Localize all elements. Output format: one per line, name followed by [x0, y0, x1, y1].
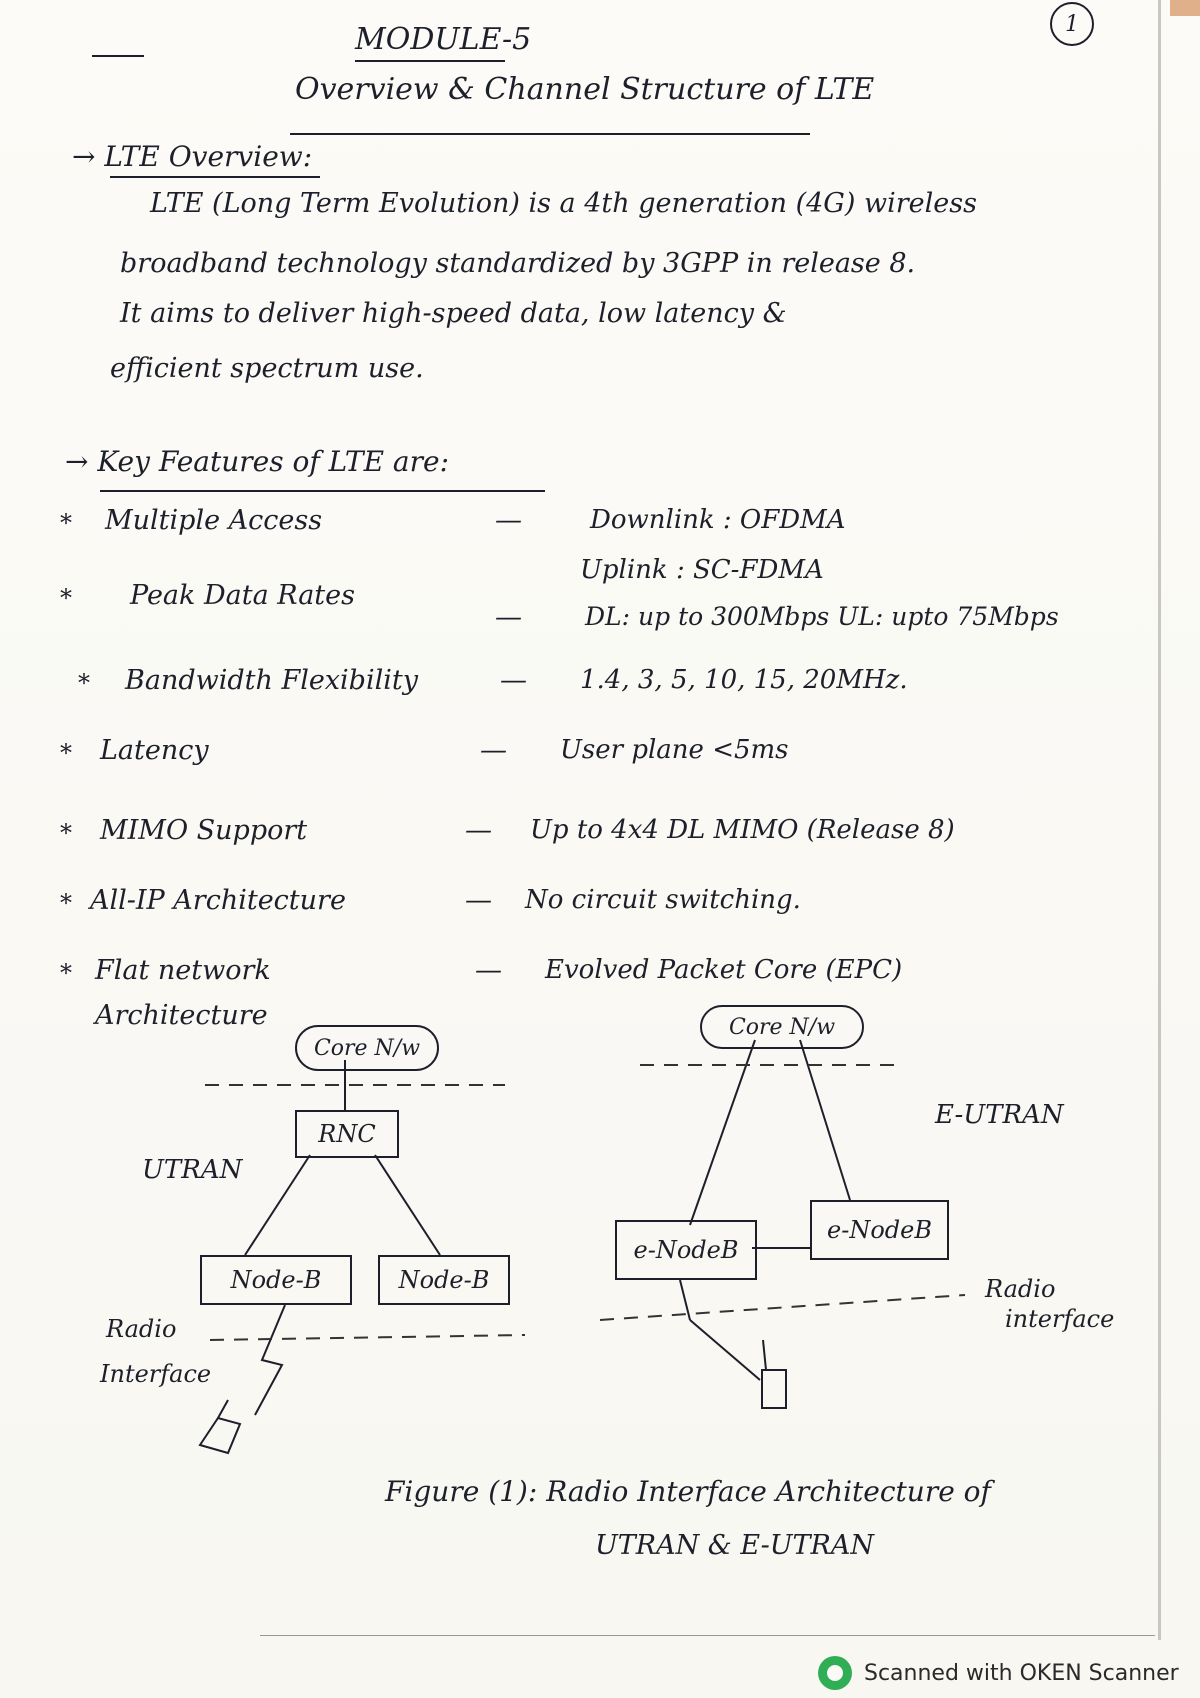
eutran-radio-boundary	[600, 1295, 965, 1320]
feature-value: Up to 4x4 DL MIMO (Release 8)	[530, 815, 955, 845]
feature-name: Bandwidth Flexibility	[125, 665, 418, 696]
eutran-handset-icon	[762, 1370, 786, 1408]
utran-handset-icon	[200, 1418, 240, 1453]
features-heading: → Key Features of LTE are:	[65, 445, 450, 478]
eutran-core-network	[700, 1005, 864, 1049]
eutran-label: E-UTRAN	[935, 1100, 1064, 1130]
utran-core-label: Core N/w	[313, 1035, 421, 1061]
eutran-core-label: Core N/w	[728, 1014, 836, 1040]
feature-name: Peak Data Rates	[130, 580, 355, 611]
utran-radio-boundary	[210, 1335, 525, 1340]
rnc-node2-link	[375, 1155, 440, 1255]
feature-dash: —	[475, 955, 502, 986]
bullet-star: *	[60, 889, 72, 917]
figure-caption-line-1: Figure (1): Radio Interface Architecture of	[385, 1475, 991, 1508]
enode-b-label-2: e-NodeB	[827, 1216, 932, 1244]
scanner-text: Scanned with OKEN Scanner	[864, 1660, 1179, 1686]
bullet-star: *	[60, 819, 72, 847]
bullet-star: *	[60, 739, 72, 767]
feature-value: Downlink : OFDMA	[590, 505, 846, 535]
bottom-rule	[260, 1635, 1155, 1636]
utran-radio-label-1: Radio	[106, 1315, 177, 1343]
overview-line-4: efficient spectrum use.	[110, 353, 424, 384]
feature-dash: —	[495, 602, 522, 633]
scanner-watermark	[818, 1656, 1179, 1690]
overview-line-2: broadband technology standardized by 3GPP in release 8.	[120, 248, 916, 279]
figure-caption-line-2: UTRAN & E-UTRAN	[595, 1530, 874, 1561]
rnc-box	[295, 1110, 399, 1158]
feature-name: Latency	[100, 735, 209, 766]
overview-line-3: It aims to deliver high-speed data, low latency &	[120, 298, 787, 329]
enode-b-box-1	[615, 1220, 757, 1280]
node-b-label-1: Node-B	[230, 1266, 322, 1294]
node-b-box-2	[378, 1255, 510, 1305]
feature-dash: —	[495, 505, 522, 536]
lightning-bolt	[255, 1305, 285, 1415]
scanner-logo-icon	[818, 1656, 852, 1690]
feature-name: Architecture	[95, 1000, 268, 1031]
core-enode1-link	[690, 1040, 755, 1225]
overview-line-1: LTE (Long Term Evolution) is a 4th generation (4G) wireless	[150, 188, 977, 219]
enode-ue-link	[690, 1320, 760, 1380]
node-b-box-1	[200, 1255, 352, 1305]
utran-radio-label-2: Interface	[100, 1360, 212, 1388]
feature-value: 1.4, 3, 5, 10, 15, 20MHz.	[580, 665, 908, 695]
bullet-star: *	[60, 584, 72, 612]
rnc-label: RNC	[318, 1120, 376, 1148]
enode-b-box-2	[810, 1200, 949, 1260]
feature-dash: —	[465, 885, 492, 916]
feature-name: MIMO Support	[100, 815, 308, 846]
feature-value: Evolved Packet Core (EPC)	[545, 955, 903, 985]
page-title: Overview & Channel Structure of LTE	[295, 72, 875, 107]
feature-dash: —	[465, 815, 492, 846]
bullet-star: *	[60, 959, 72, 987]
feature-value: No circuit switching.	[525, 885, 801, 915]
enode-b-label-1: e-NodeB	[633, 1236, 739, 1264]
utran-label: UTRAN	[142, 1155, 243, 1185]
overview-heading: → LTE Overview:	[72, 140, 313, 173]
feature-value: Uplink : SC-FDMA	[580, 555, 824, 585]
module-title: MODULE-5	[355, 22, 532, 57]
feature-name: Flat network	[95, 955, 271, 986]
utran-core-network	[295, 1025, 439, 1071]
bullet-star: *	[60, 509, 72, 537]
eutran-radio-label-2: interface	[1005, 1305, 1115, 1333]
page-number-text: 1	[1065, 11, 1079, 37]
feature-dash: —	[480, 735, 507, 766]
feature-value: DL: up to 300Mbps UL: upto 75Mbps	[585, 602, 1059, 631]
feature-name: Multiple Access	[105, 505, 323, 536]
bullet-star: *	[78, 669, 90, 697]
eutran-radio-label-1: Radio	[985, 1275, 1056, 1303]
feature-dash: —	[500, 665, 527, 696]
feature-name: All-IP Architecture	[90, 885, 346, 916]
rnc-node1-link	[245, 1155, 310, 1255]
feature-value: User plane <5ms	[560, 735, 789, 765]
node-b-label-2: Node-B	[398, 1266, 490, 1294]
